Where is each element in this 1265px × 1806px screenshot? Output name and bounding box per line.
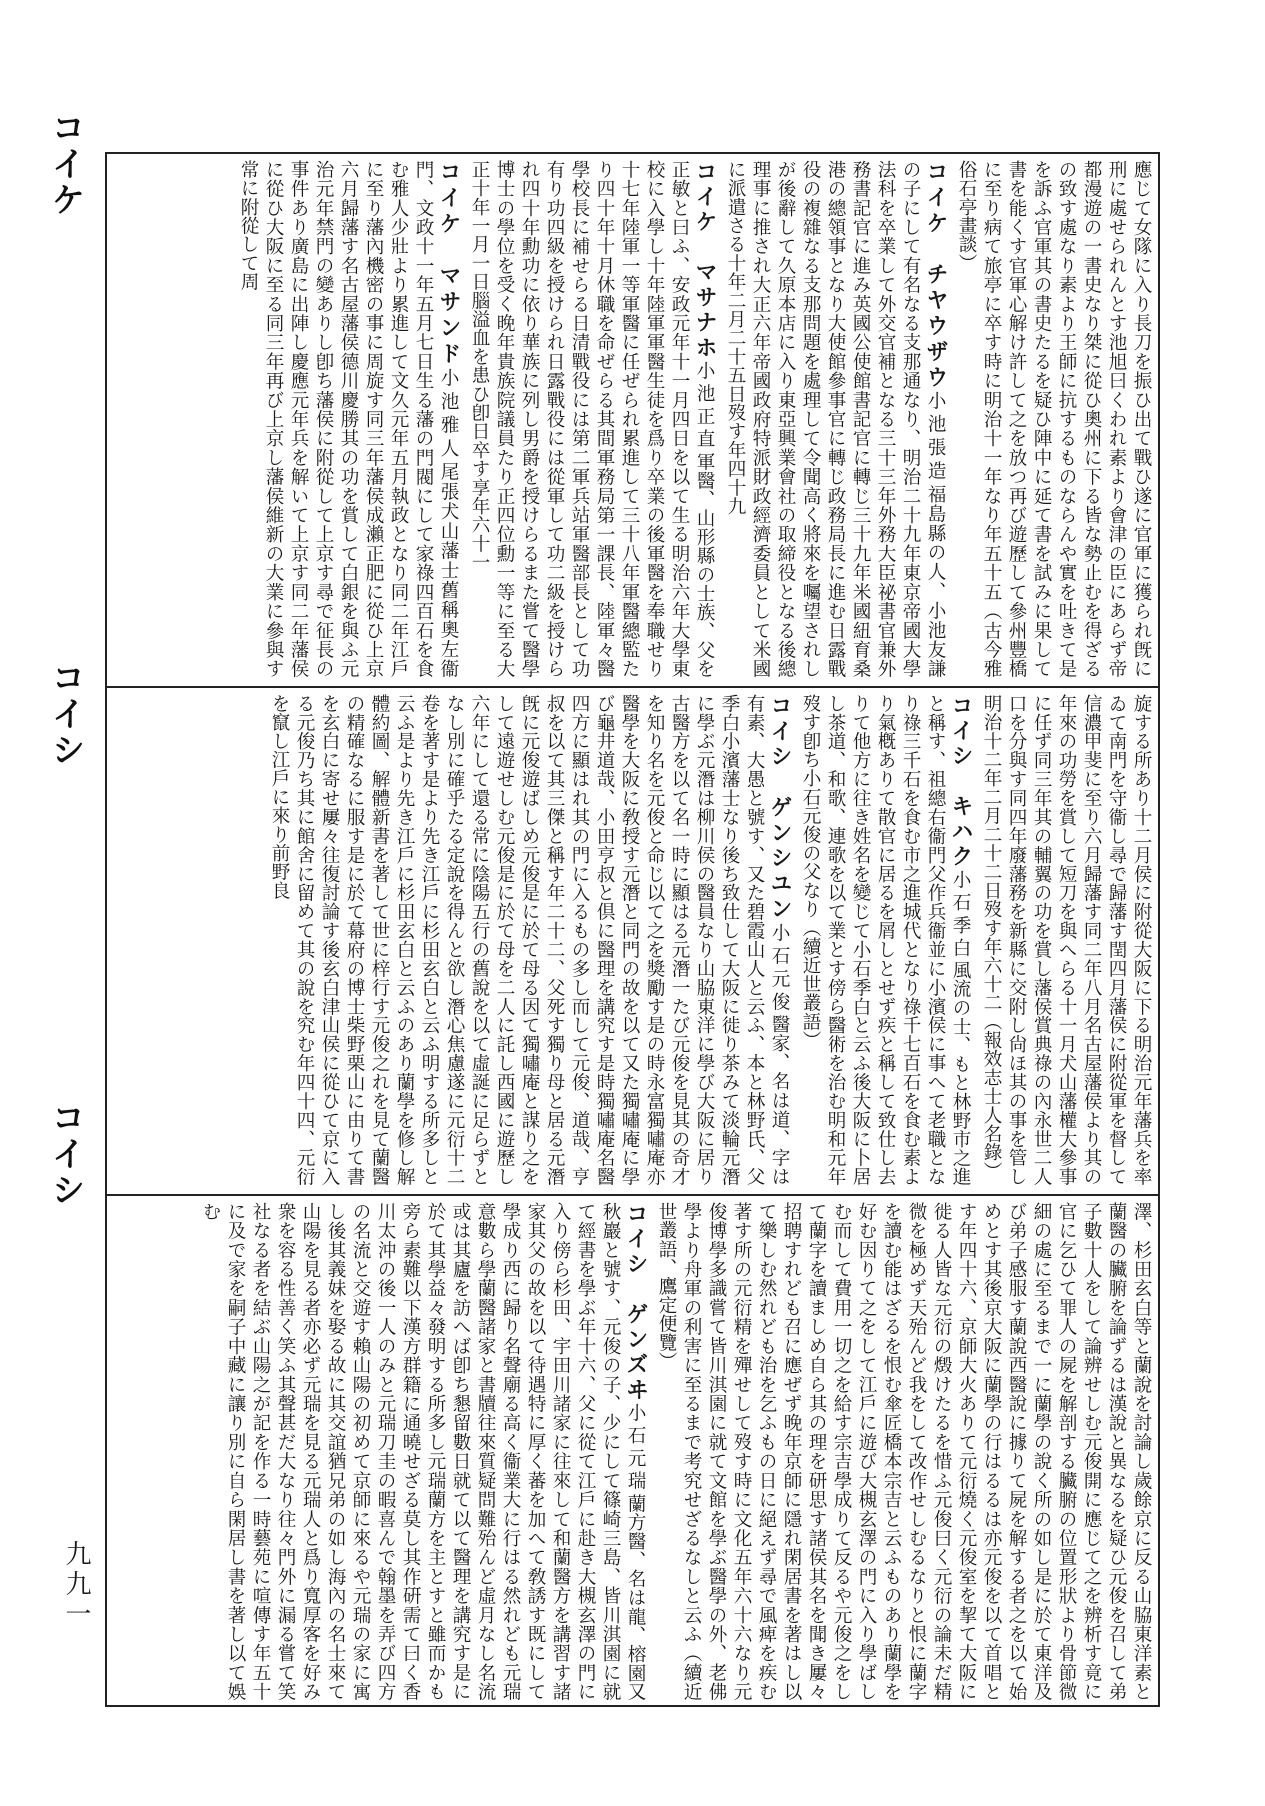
entry-name: 小石元瑞 (625, 1403, 646, 1494)
entry-name: 小石季白 (950, 869, 971, 961)
entry-name: 小池張造 (925, 391, 946, 485)
entry (236, 160, 461, 678)
text-band-2 (107, 688, 1158, 1192)
text-column (114, 694, 1154, 1186)
entry-heading: コイシ ゲンシユン (767, 694, 792, 923)
entry-heading: コイシ ゲンズヰ (623, 1202, 648, 1404)
text-band-1 (107, 154, 1158, 684)
text-band-3 (107, 1196, 1158, 1707)
entry-text: 福島縣の人、小池友謙の子にして有名なる支那通なり、明治二十九年東京帝國大學法科を卒業して外交官補となる三十三年外務大臣祕書官兼外務書記官に進み英國公使館書記官に轉じ三十九年米國紐育桑港の總領事となり大使館參事官に轉じ政務局長に進む日露戰役の複雜なる支那問題を處理して令聞高く將來を囑望されしが後辭して久原本店に入り東亞興業會社の取締役となる後總理事に推され大正六年帝國政府特派財政經濟委員として米國に派遣さる十年二月二十五日歿す年四十九 (725, 160, 946, 678)
entry-name: 小石元俊 (769, 922, 790, 1015)
section-label-koike: コイケ (45, 110, 85, 218)
entry-heading: コイケ マサナホ (692, 160, 717, 362)
entry-text: 尾張犬山藩士舊稱奧左衞門、文政十一年五月七日生る藩の門閥にして家祿四百石を食む雅人少壯より累進して文久元年五月執政となり同二年江戶に至り藩內機密の事に周旋す同三年藩侯成瀨正肥に從ひ上京六月歸藩す名古屋藩侯德川慶勝其の功を賞して白銀を與ふ元治元年禁門の變ありし卽ち藩侯に附從して上京す尋で征長の事件あり廣島に出陣し慶應元年兵を解いて上京す同二年藩侯に從ひ大阪に至る同三年再び上京し藩侯維新の大業に參與す常に附從して周 (238, 160, 459, 678)
section-label-koishi-1: コイシ (45, 660, 85, 768)
entry (798, 694, 973, 1186)
entry-text: 醫家、名は道、字は有素、大愚と號す、又た碧霞山人と云ふ、本と林野氏、父季白小濱藩士なり後ち致仕して大阪に徙り茶みて淡輪元潛に學ぶ元潛は柳川侯の醫員なり山脇東洋に學び大阪に居り古醫方を以て名一時に顯はる元潛一たび元俊を見其の奇才を知り名を元俊と命じ以て之を獎勵す是の時永富獨嘯庵亦醫學を大阪に敎授す元潛と同門の故を以て又た獨嘯庵に學び龜井道哉、小田亨叔と倶に醫理を講究す是時獨嘯庵名醫四方に顯はれ其の門に入るもの多し而して元俊、道哉、亨叔を以て其三傑と稱す年二十二、父死す獨り母と居る元潛旣に元俊遊ばしめ元俊是に於て母る因て獨嘯庵と謀り之をして遠遊せしむ元俊是に於て母を二人に託し西國に遊歷し六年にして還る常に陰陽五行の舊說を以て虛誕に足らずとなし別に確乎たる定說を得んと欲し潛心焦慮遂に元衍十二卷を著す是より先き江戶に杉田玄白と云ふ明する所多しと云ふ是より先き江戶に杉田玄白と云ふのあり蘭學を修し解體約圖、解體新書を著して世に梓行す元俊之れを見て蘭醫の精確なるに服す是に於て幕府の博士柴野栗山に由りて書を玄白に寄せ屢々往復討論す後玄白津山侯に從ひて京に入る元俊乃ち其に館舍に留めて其の說を究む年四十四、元衍を竄し江戶に來り前野良 (269, 694, 790, 1186)
entry (723, 160, 948, 678)
text-frame (105, 152, 1160, 1707)
entry-text: 風流の士、もと林野市之進と稱す、祖總右衞門父作兵衞並に小濱侯に事へて老職となり祿三千石を食む市之進城代となり祿千七百石を食む素より氣槪ありて散官に居るを屑しとせず疾と稱して致仕し去りて他方に往き姓名を變じて小石季白と云ふ後大阪に卜居し茶道、和歌、連歌を以て業とす傍ら醫術を治む明和元年歿す卽ち小石元俊の父なり（續近世叢語） (800, 694, 971, 1186)
entry-heading: コイケ チヤウザウ (923, 160, 948, 392)
entry (267, 694, 792, 1186)
entry-text: 軍醫、山形縣の士族、父を正敏と曰ふ、安政元年十一月四日を以て生る明治六年大學東校に入學し十年陸軍軍醫生徒を爲り卒業の後軍醫を奉職せり十七年陸軍一等軍醫に任ぜられ累進して三十八年軍醫總監たり四十年十月休職を命ぜらる其間軍務局第一課長、陸軍々醫學校長に補せらる日清戰役には第二軍兵站軍醫部長として功有り功四級を授けられ日露戰役には從軍して功二級を授けられ四十年勳功に依り華族に列し男爵を授けらるまた嘗て醫學博士の學位を受く晚年貴族院議員たり正四位勳一等に至る大正十年一月一日腦溢血を患ひ卽日卒す享年六十一 (469, 160, 715, 678)
continued-text: 澤、杉田玄白等と蘭說を討論し歲餘京に反る山脇東洋素と蘭醫の臟腑を論ずるは漢說と異なるを疑ひ元俊を召して弟子數十人をして論辨せしむ元俊開に應じて之を辨析す竟に官に乞ひて罪人の屍を解剖する臟腑の位置形狀より骨節微細の處に至るまで一に蘭學の說く所の如し是に於て東洋及び弟子感服す蘭說西醫說に據りて屍を解する者之を以て始めとす其後京大阪に蘭學の行はるるは亦元俊を以て首唱とす年四十六、京師大火ありて元衍燒く元俊室を挈て大阪に徙る人皆な元衍の燬けたるを惜ふ元俊曰く元衍の論未だ精微を極めず天殆んど我をして改作せしむるなりと恨に蘭字を讀む能はざるを恨む傘匠橋本宗吉と云ふものあり蘭學を好む因りて之をして江戶に遊び大槻玄澤の門に入り學ばしむ而して費用一切之を給す宗吉學成りて反るや元俊之をして蘭字を讀ましめ自ら其の理を研思す諸侯其名を聞き屢々招聘すれども召に應ぜず晚年京師に隱れ閑居書を著はし以て樂しむ然れども治を乞ふもの日に絕えず尋で風痺を疾む著す所の元衍精を殫せして歿す時に文化五年六十六なり元俊博學多識嘗て皆川淇園に就て文館を學ぶ醫學の外、老佛學より舟軍の利害に至るまで考究せざるなしと云ふ（續近世叢語、鷹定便覽） (656, 1202, 1152, 1701)
entry-text: 蘭方醫、名は龍、榕園又秋巖と號す、元俊の子、少にして篠崎三島、皆川淇園に就て經書を學ぶ年十六、父に從て江戶に赴き大槻玄澤の門に入り傍ら杉田、宇田川諸家に往來して和蘭醫方を講習す諸家其父の故を以て待遇特に厚く蕃を加へて敎誘す既にして學成り西に歸り名聲廟る高く衞業大に行はる然れども元瑞意數ら學蘭醫諸家と書牘往來質疑問難殆んど虛月なし名流或は其廬を訪へば卽ち懇留數日就て以て醫理を講究す是に於て其學益々發明する所多し元瑞蘭方を主とすと雖而かも旁ら素難以下漢方群籍に通曉せざる莫し其作硏需て曰く香川太沖の後一人のみと元瑞刀圭の暇喜んで翰墨を弄び四方の名流と交遊す賴山陽の初めて京師に來るや元瑞の家に寓し後其義妹を娶る故に其交誼猶兄弟の如し海內の名士來て山陽を見る者亦必ず元瑞を見る元瑞人と爲り寬厚客を好み衆を容る性善く笑ふ其聲甚だ大なり往々門外に漏る嘗て笑社なる者を結ぶ山陽之が記を作る一時藝苑に喧傳す年五十に及で家を嗣子中藏に讓り別に自ら閑居し書を著し以て娛む (200, 1202, 646, 1701)
entry-heading: コイシ キハク (948, 694, 973, 870)
entry (198, 1202, 648, 1701)
section-label-koishi-2: コイシ (45, 1100, 85, 1208)
entry-name: 小池正直 (694, 361, 715, 453)
page-number: 九九一 (61, 1540, 91, 1630)
entry-name: 小池雅人 (438, 367, 459, 463)
continued-text: 應じて女隊に入り長刀を振ひ出て戰ひ遂に官軍に獲られ旣に刑に處せられんとす池旭曰くわれ素より會津の臣にあらず帝都漫遊の一書史なり桀に從ひ奧州に下る皆な勢止むを得ざるの致す處なり素より王師に抗するものならんや實を吐きて是を訴ふ官軍其の書史たるを疑ひ陣中に延て書を試みに果して書を能くす官軍心解け許して之を放つ再び遊歷して參州豐橋に至り病て旅亭に卒す時に明治十一年なり年五十五（古今雅俗石亭畫談） (956, 160, 1152, 678)
entry (467, 160, 717, 678)
text-column (114, 160, 1154, 678)
entry-heading: コイケ マサンド (436, 160, 461, 368)
continued-text: 旋する所あり十二月侯に附從大阪に下る明治元年藩兵を率ゐて南門を守衞し尋で歸藩す閏四月藩侯に附從軍を督して信濃甲斐に至り六月歸藩す同二年八月名古屋藩侯より其の年來の功勞を賞して短刀を與へらる十一月犬山藩權大參事に任ず同三年其の輔翼の功を賞し藩侯賞典祿の內永世二人口を分與す同四年廢藩務を新縣に交附し尙ほ其の事を管し明治十二年二月二十二日歿す年六十二（報效志士人名錄） (981, 694, 1152, 1186)
text-column (114, 1202, 1154, 1701)
